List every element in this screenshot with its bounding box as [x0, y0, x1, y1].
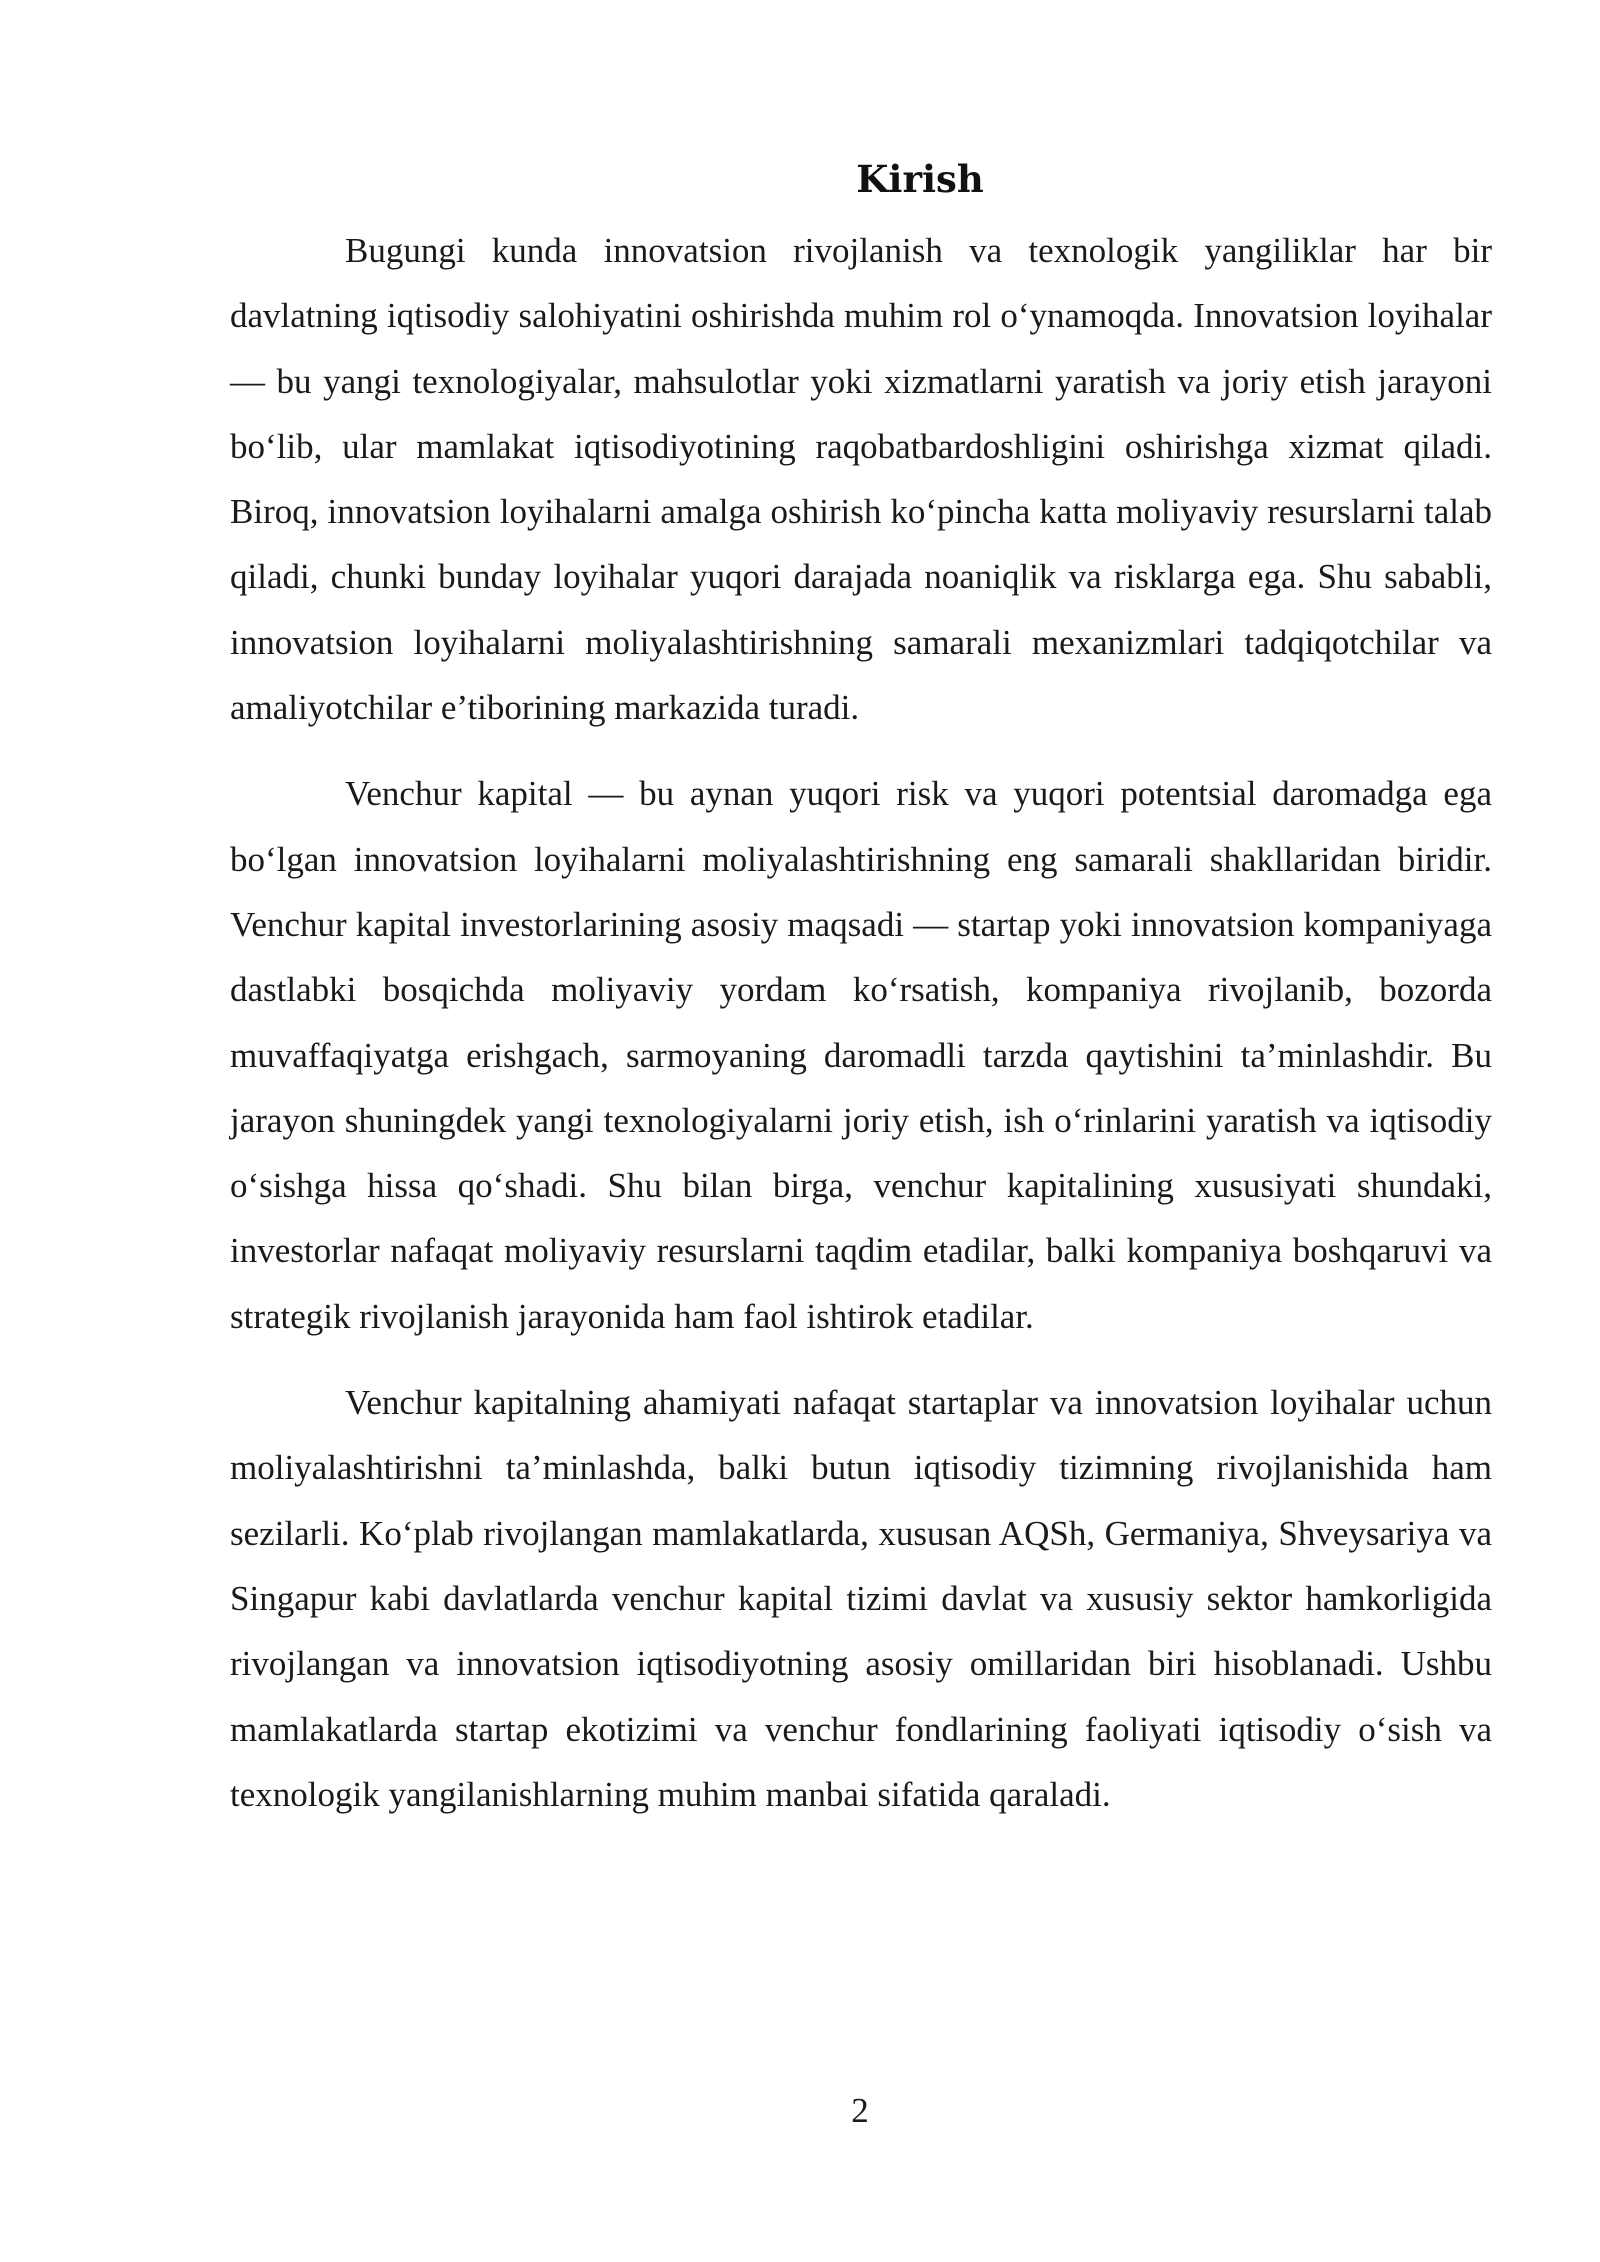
page-title: Kirish [856, 157, 984, 201]
paragraph-2: Venchur kapital — bu aynan yuqori risk va yuqori potentsial daromadga ega bo‘lgan innovatsion loyihalarni moliyalashtirishning eng samarali shakllaridan biridir. Venchur kapital investorlarining asosiy maqsadi — startap yoki innovatsion kompaniyaga dastlabki bosqichda moliyaviy yordam ko‘rsatish, kompaniya rivojlanib, bozorda muvaffaqiyatga erishgach, sarmoyaning daromadli tarzda qaytishini ta’minlashdir. Bu jarayon shuningdek yangi texnologiyalarni joriy etish, ish o‘rinlarini yaratish va iqtisodiy o‘sishga hissa qo‘shadi. Shu bilan birga, venchur kapitalining xususiyati shundaki, investorlar nafaqat moliyaviy resurslarni taqdim etadilar, balki kompaniya boshqaruvi va strategik rivojlanish jarayonida ham faol ishtirok etadilar. [230, 774, 1492, 1336]
paragraph-3: Venchur kapitalning ahamiyati nafaqat startaplar va innovatsion loyihalar uchun moliyalashtirishni ta’minlashda, balki butun iqtisodiy tizimning rivojlanishida ham sezilarli. Ko‘plab rivojlangan mamlakatlarda, xususan AQSh, Germaniya, Shveysariya va Singapur kabi davlatlarda venchur kapital tizimi davlat va xususiy sektor hamkorligida rivojlangan va innovatsion iqtisodiyotning asosiy omillaridan biri hisoblanadi. Ushbu mamlakatlarda startap ekotizimi va venchur fondlarining faoliyati iqtisodiy o‘sish va texnologik yangilanishlarning muhim manbai sifatida qaraladi. [230, 1383, 1492, 1814]
body-text [230, 218, 1492, 1827]
page-number: 2 [851, 2091, 869, 2130]
paragraph-1: Bugungi kunda innovatsion rivojlanish va texnologik yangiliklar har bir davlatning iqtisodiy salohiyatini oshirishda muhim rol o‘ynamoqda. Innovatsion loyihalar — bu yangi texnologiyalar, mahsulotlar yoki xizmatlarni yaratish va joriy etish jarayoni bo‘lib, ular mamlakat iqtisodiyotining raqobatbardoshligini oshirishga xizmat qiladi. Biroq, innovatsion loyihalarni amalga oshirish ko‘pincha katta moliyaviy resurslarni talab qiladi, chunki bunday loyihalar yuqori darajada noaniqlik va risklarga ega. Shu sababli, innovatsion loyihalarni moliyalashtirishning samarali mexanizmlari tadqiqotchilar va amaliyotchilar e’tiborining markazida turadi. [230, 231, 1492, 728]
